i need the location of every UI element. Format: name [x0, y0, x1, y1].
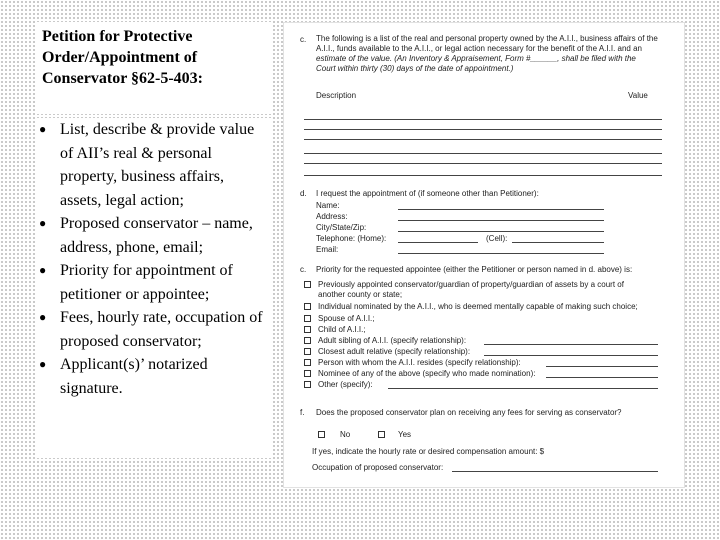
priority-letter: c.: [300, 265, 307, 274]
checkbox[interactable]: [304, 315, 311, 322]
city-state-zip-label: City/State/Zip:: [316, 223, 367, 232]
priority-intro: Priority for the requested appointee (either the Petitioner or person named in d. above) is:: [316, 265, 633, 274]
priority-option: Child of A.I.I.;: [318, 325, 366, 334]
checkbox[interactable]: [304, 337, 311, 344]
property-line: [304, 139, 662, 140]
title-box: [36, 22, 272, 114]
occupation-label: Occupation of proposed conservator:: [312, 463, 444, 472]
list-item: ● Priority for appointment of petitioner or appointee;: [36, 259, 272, 306]
checkbox[interactable]: [304, 303, 311, 310]
requirements-list: [36, 118, 272, 400]
fees-question: Does the proposed conservator plan on receiving any fees for serving as conservator?: [316, 408, 622, 417]
bullet-icon: ●: [39, 310, 47, 324]
property-line: [304, 175, 662, 176]
city-line: [398, 231, 604, 232]
section-f-letter: f.: [300, 408, 305, 417]
value-header: Value: [628, 91, 648, 100]
bullet-icon: ●: [39, 122, 47, 136]
relationship-line: [484, 355, 658, 356]
list-item: ● Applicant(s)’ notarized signature.: [36, 353, 272, 400]
bullet-icon: ●: [39, 216, 47, 230]
checkbox[interactable]: [304, 281, 311, 288]
cell-phone-line: [512, 242, 604, 243]
rate-label: If yes, indicate the hourly rate or desired compensation amount: $: [312, 447, 545, 456]
description-header: Description: [316, 91, 357, 100]
list-item: ● List, describe & provide value of AII’s real & personal property, business affairs, assets, legal action;: [36, 118, 272, 212]
property-line: [304, 129, 662, 130]
priority-option: Previously appointed conservator/guardian of property/guardian of assets by a court of: [318, 280, 624, 289]
priority-option: Nominee of any of the above (specify who made nomination):: [318, 369, 536, 378]
property-line: [304, 153, 662, 154]
property-line: [304, 119, 662, 120]
priority-option: Person with whom the A.I.I. resides (specify relationship):: [318, 358, 521, 367]
priority-option: Individual nominated by the A.I.I., who is deemed mentally capable of making such choice;: [318, 302, 638, 311]
priority-option: Adult sibling of A.I.I. (specify relationship):: [318, 336, 467, 345]
relationship-line: [484, 344, 658, 345]
checkbox[interactable]: [304, 348, 311, 355]
list-item: ● Proposed conservator – name, address, phone, email;: [36, 212, 272, 259]
yes-checkbox[interactable]: [378, 431, 385, 438]
section-c-letter: c.: [300, 35, 307, 44]
priority-option: Other (specify):: [318, 380, 373, 389]
home-phone-line: [398, 242, 478, 243]
relationship-line: [546, 366, 658, 367]
address-line: [398, 220, 604, 221]
bullet-box: [36, 118, 272, 458]
priority-option: Closest adult relative (specify relationship):: [318, 347, 471, 356]
section-c-line: The following is a list of the real and personal property owned by the A.I.I., business affairs of the: [316, 34, 658, 43]
priority-option: Spouse of A.I.I.;: [318, 314, 375, 323]
section-c-line: A.I.I., funds available to the A.I.I., or legal action necessary for the benefit of the A.I.I. and an: [316, 44, 642, 53]
checkbox[interactable]: [304, 359, 311, 366]
yes-label: Yes: [398, 430, 412, 439]
occupation-line: [452, 471, 658, 472]
checkbox[interactable]: [304, 370, 311, 377]
property-line: [304, 163, 662, 164]
bullet-icon: ●: [39, 263, 47, 277]
bullet-icon: ●: [39, 357, 47, 371]
section-d-letter: d.: [300, 189, 307, 198]
checkbox[interactable]: [304, 381, 311, 388]
section-c-line: Court within thirty (30) days of the date of appointment.): [316, 64, 514, 73]
form-excerpt: [283, 22, 685, 488]
section-d-intro: I request the appointment of (if someone other than Petitioner):: [316, 189, 539, 198]
name-line: [398, 209, 604, 210]
name-label: Name:: [316, 201, 340, 210]
priority-option: another county or state;: [318, 290, 403, 299]
cell-label: (Cell):: [486, 234, 508, 243]
email-label: Email:: [316, 245, 339, 254]
no-checkbox[interactable]: [318, 431, 325, 438]
list-item: ● Fees, hourly rate, occupation of proposed conservator;: [36, 306, 272, 353]
nominee-line: [546, 377, 658, 378]
email-line: [398, 253, 604, 254]
checkbox[interactable]: [304, 326, 311, 333]
telephone-label: Telephone: (Home):: [316, 234, 387, 243]
slide-title: Petition for Protective Order/Appointment of Conservator §62-5-403:: [42, 28, 204, 87]
address-label: Address:: [316, 212, 348, 221]
no-label: No: [340, 430, 351, 439]
section-c-line: estimate of the value. (An Inventory & Appraisement, Form #______, shall be filed with the: [316, 54, 636, 63]
other-line: [388, 388, 658, 389]
